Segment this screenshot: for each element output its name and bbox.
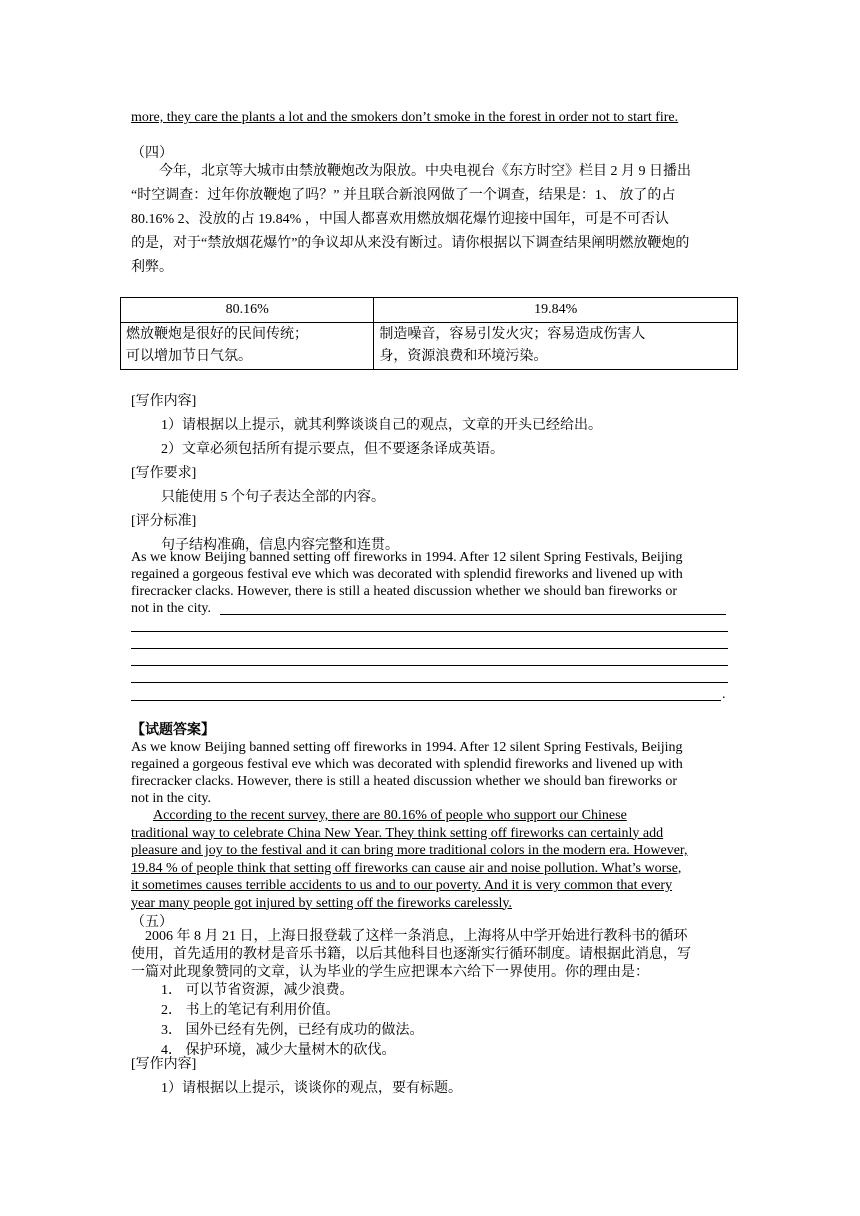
answer-opening-line: regained a gorgeous festival eve which was decorated with splendid fireworks and livened up with	[131, 757, 683, 772]
answer-body-line: 19.84 % of people think that setting off fireworks can cause air and noise pollution. What’s worse,	[131, 860, 682, 876]
list-item: 3． 国外已经有先例，已经有成功的做法。	[161, 1023, 424, 1038]
content-item: 1）请根据以上提示，就其利弊谈谈自己的观点，文章的开头已经给出。	[161, 418, 602, 433]
section-4-paragraph	[131, 160, 741, 280]
carryover-line: more, they care the plants a lot and the smokers don’t smoke in the forest in order not to start fire.	[131, 110, 679, 125]
opening-line: regained a gorgeous festival eve which was decorated with splendid fireworks and livened up with	[131, 567, 683, 582]
cell-line: 制造噪音，容易引发火灾；容易造成伤害人	[379, 327, 646, 342]
opening-line: firecracker clacks. However, there is still a heated discussion whether we should ban fireworks or	[131, 584, 678, 599]
cell-line: 身，资源浪费和环境污染。	[379, 349, 548, 364]
content-item: 2）文章必须包括所有提示要点，但不要逐条译成英语。	[161, 442, 504, 457]
survey-table	[120, 297, 738, 370]
answer-opening-line: not in the city.	[131, 791, 211, 806]
requirement-label: [写作要求]	[131, 466, 197, 481]
opening-line: As we know Beijing banned setting off fireworks in 1994. After 12 silent Spring Festivals, Beijing	[131, 550, 683, 565]
opening-line: not in the city.	[131, 601, 211, 616]
list-item: 2． 书上的笔记有利用价值。	[161, 1003, 340, 1018]
end-dot: .	[722, 687, 726, 702]
section-5-heading: （五）	[131, 915, 173, 930]
paragraph-line: 使用，首先适用的教材是音乐书籍，以后其他科目也逐渐实行循环制度。请根据此消息，写	[131, 947, 691, 962]
paragraph-line: 80.16% 2、没放的占 19.84% ，中国人都喜欢用燃放烟花爆竹迎接中国年，可是不可否认	[131, 212, 669, 227]
table-cell-cons	[374, 323, 738, 370]
paragraph-line: 的是，对于“禁放烟花爆竹”的争议却从来没有断过。请你根据以下调查结果阐明燃放鞭炮的	[131, 236, 690, 251]
reason-list	[161, 981, 424, 1061]
paragraph-line: 今年，北京等大城市由禁放鞭炮改为限放。中央电视台《东方时空》栏目 2 月 9 日播出	[159, 164, 691, 179]
paragraph-line: 一篇对此现象赞同的文章，认为毕业的学生应把课本六给下一界使用。你的理由是：	[131, 965, 649, 980]
content-item: 1）请根据以上提示，谈谈你的观点，要有标题。	[161, 1081, 462, 1096]
table-header-cell: 19.84%	[374, 298, 738, 323]
table-header-cell: 80.16%	[121, 298, 374, 323]
answer-body-line: pleasure and joy to the festival and it can bring more traditional colors in the modern era. However,	[131, 843, 688, 858]
essay-opening	[131, 549, 741, 617]
answer-blank-line	[131, 631, 728, 632]
answer-body	[131, 807, 741, 912]
answer-blank-line	[131, 682, 728, 683]
answer-heading: 【试题答案】	[131, 723, 215, 738]
score-label: [评分标准]	[131, 514, 197, 529]
answer-blank-line	[131, 700, 721, 701]
paragraph-line: “时空调查：过年你放鞭炮了吗？” 并且联合新浪网做了一个调查，结果是：1、 放了的占	[131, 188, 676, 203]
table-row	[121, 298, 738, 323]
cell-line: 可以增加节日气氛。	[126, 349, 252, 364]
answer-body-line: year many people got injured by setting off the fireworks carelessly.	[131, 895, 512, 911]
table-cell-pros	[121, 323, 374, 370]
paragraph-line: 2006 年 8 月 21 日，上海日报登载了这样一条消息，上海将从中学开始进行教科书的循环	[145, 929, 688, 944]
score-text: 句子结构准确，信息内容完整和连贯。	[161, 538, 399, 553]
answer-opening	[131, 739, 741, 807]
content-label: [写作内容]	[131, 1057, 197, 1072]
answer-blank-line	[131, 665, 728, 666]
content-label: [写作内容]	[131, 394, 197, 409]
table-row	[121, 323, 738, 370]
answer-opening-line: firecracker clacks. However, there is still a heated discussion whether we should ban fireworks or	[131, 774, 678, 789]
answer-body-line: it sometimes causes terrible accidents to us and to our poverty. And it is very common that every	[131, 878, 673, 893]
paragraph-line: 利弊。	[131, 260, 173, 275]
cell-line: 燃放鞭炮是很好的民间传统；	[126, 327, 308, 342]
list-item: 1． 可以节省资源，减少浪费。	[161, 983, 354, 998]
requirement-text: 只能使用 5 个句子表达全部的内容。	[161, 490, 385, 505]
answer-blank-line	[131, 648, 728, 649]
section-5-paragraph	[131, 928, 741, 982]
section-4-heading: （四）	[131, 146, 173, 161]
answer-body-line: traditional way to celebrate China New Year. They think setting off fireworks can certainly add	[131, 825, 664, 841]
list-item: 4． 保护环境，减少大量树木的砍伐。	[161, 1043, 396, 1058]
section-5-instructions	[131, 1053, 462, 1101]
answer-opening-line: As we know Beijing banned setting off fireworks in 1994. After 12 silent Spring Festivals, Beijing	[131, 740, 683, 755]
answer-body-line: According to the recent survey, there are 80.16% of people who support our Chinese	[153, 808, 627, 823]
answer-blank-line	[220, 614, 726, 615]
writing-instructions	[131, 390, 741, 558]
